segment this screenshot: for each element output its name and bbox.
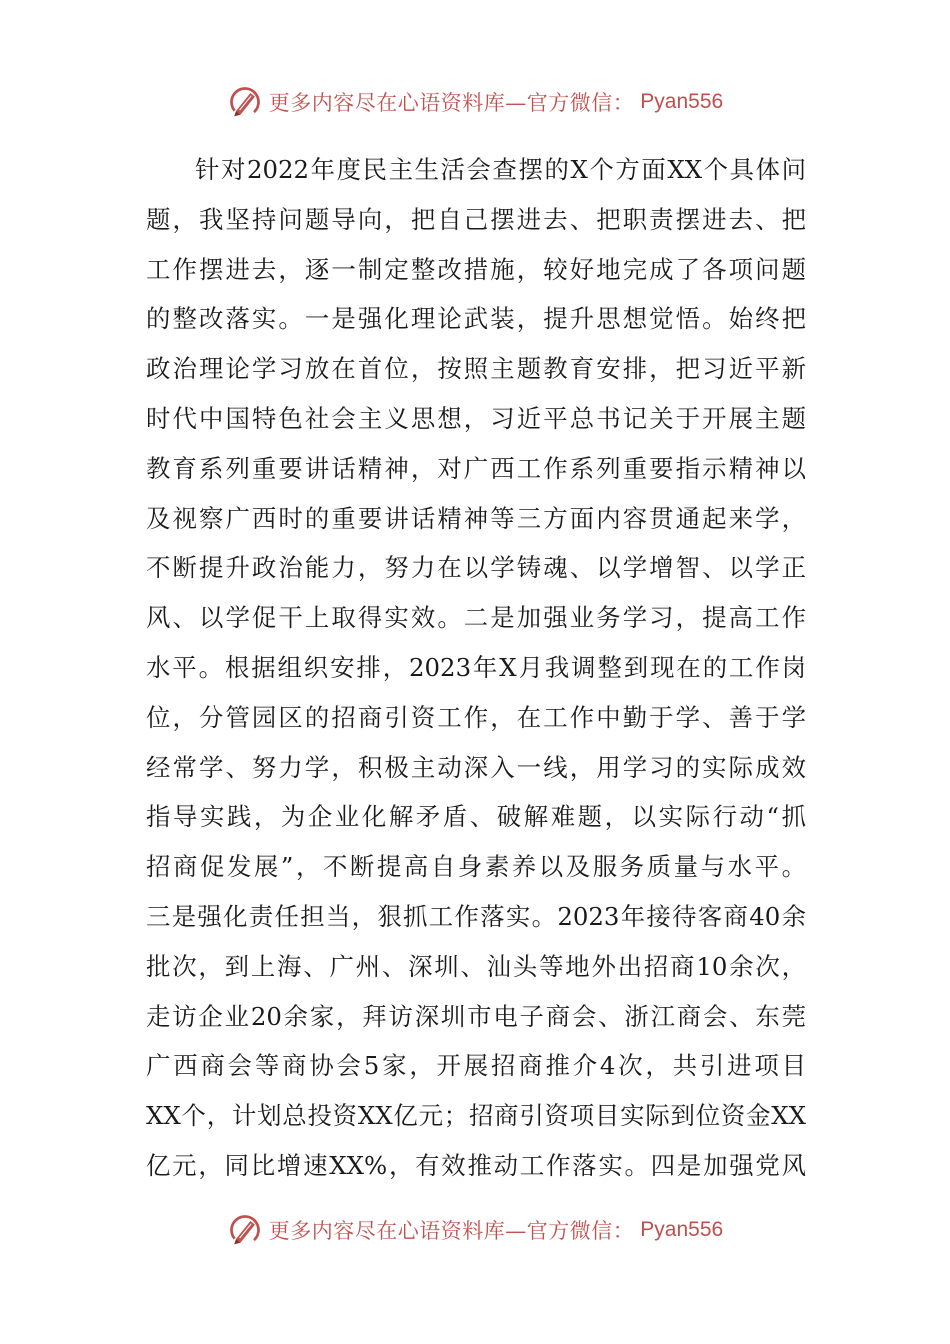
text-line: 及视察广西时的重要讲话精神等三方面内容贯通起来学， bbox=[146, 503, 806, 533]
text-line: 工作摆进去，逐一制定整改措施，较好地完成了各项问题 bbox=[146, 254, 806, 284]
text-line: 水平。根据组织安排，2023年X月我调整到现在的工作岗 bbox=[146, 652, 806, 682]
text-line: 三是强化责任担当，狠抓工作落实。2023年接待客商40余 bbox=[146, 901, 806, 931]
watermark-account: Pyan556 bbox=[640, 1218, 724, 1241]
text-line: 走访企业20余家，拜访深圳市电子商会、浙江商会、东莞 bbox=[146, 1001, 806, 1031]
text-line: 时代中国特色社会主义思想，习近平总书记关于开展主题 bbox=[146, 403, 806, 433]
header-watermark-banner bbox=[0, 80, 950, 124]
text-line: 的整改落实。一是强化理论武装，提升思想觉悟。始终把 bbox=[146, 304, 806, 334]
text-line: 不断提升政治能力，努力在以学铸魂、以学增智、以学正 bbox=[146, 553, 806, 583]
pen-nib-logo-icon bbox=[227, 1212, 263, 1248]
text-line: 题，我坚持问题导向，把自己摆进去、把职责摆进去、把 bbox=[146, 204, 806, 234]
text-line: 针对2022年度民主生活会查摆的X个方面XX个具体问 bbox=[195, 155, 806, 184]
text-line: 亿元，同比增速XX%，有效推动工作落实。四是加强党风 bbox=[146, 1150, 806, 1180]
document-paragraph bbox=[146, 145, 806, 1191]
watermark-label: 更多内容尽在心语资料库—官方微信： bbox=[268, 91, 635, 115]
text-line: 招商促发展”，不断提高自身素养以及服务质量与水平。 bbox=[146, 852, 806, 882]
text-line: 政治理论学习放在首位，按照主题教育安排，把习近平新 bbox=[146, 354, 806, 384]
watermark-account: Pyan556 bbox=[640, 90, 724, 113]
text-line: 批次，到上海、广州、深圳、汕头等地外出招商10余次， bbox=[146, 951, 806, 981]
watermark-label: 更多内容尽在心语资料库—官方微信： bbox=[268, 1219, 635, 1243]
text-line: 指导实践，为企业化解矛盾、破解难题，以实际行动“抓 bbox=[146, 802, 806, 832]
text-line: 教育系列重要讲话精神，对广西工作系列重要指示精神以 bbox=[146, 453, 806, 483]
pen-nib-logo-icon bbox=[227, 84, 263, 120]
text-line: 经常学、努力学，积极主动深入一线，用学习的实际成效 bbox=[146, 752, 806, 782]
text-line: 广西商会等商协会5家，开展招商推介4次，共引进项目 bbox=[146, 1051, 806, 1081]
footer-watermark-banner bbox=[0, 1208, 950, 1252]
text-line: XX个，计划总投资XX亿元；招商引资项目实际到位资金XX bbox=[146, 1101, 806, 1131]
text-line: 风、以学促干上取得实效。二是加强业务学习，提高工作 bbox=[146, 603, 806, 633]
text-line: 位，分管园区的招商引资工作，在工作中勤于学、善于学 bbox=[146, 702, 806, 732]
